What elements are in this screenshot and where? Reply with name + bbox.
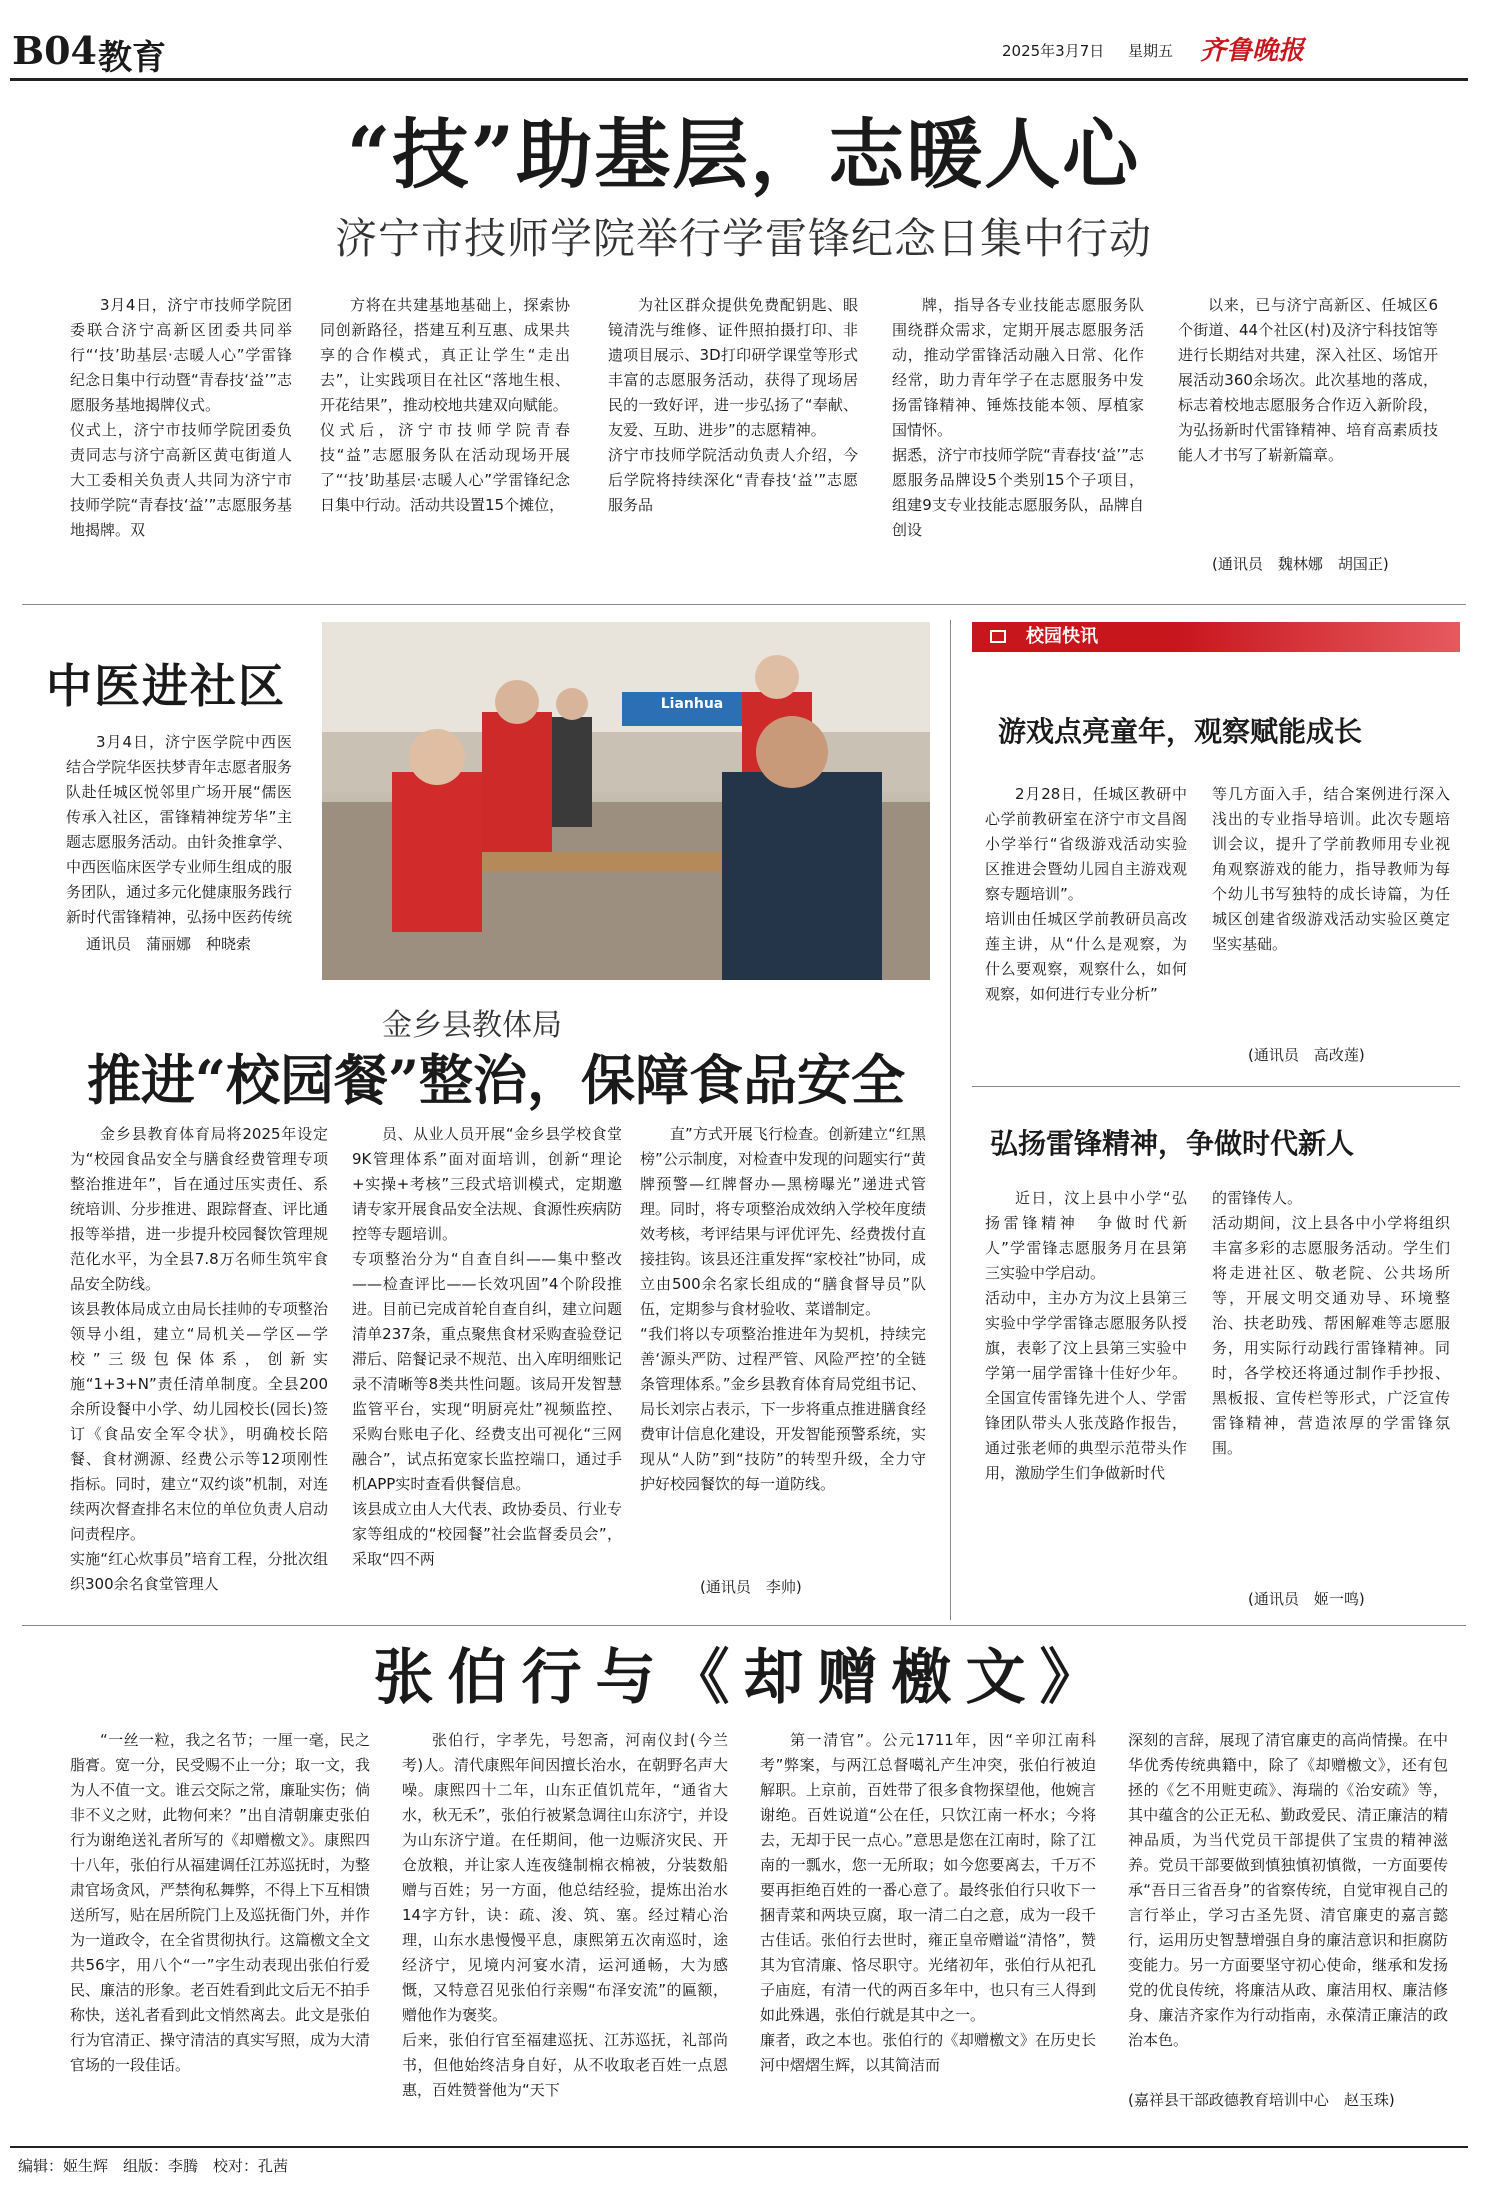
page-code: B04 (12, 28, 97, 73)
essay-col-3: 第一清官”。公元1711年，因“辛卯江南科考”弊案，与两江总督噶礼产生冲突，张伯行被迫解职。上京前，百姓带了很多食物探望他，他婉言谢绝。百姓说道“公在任，只饮江南一杯水；今将去，无却于民一点心。”意思是您在江南时，除了江南的一瓢水，您一无所取；如今您要离去，千万不要再拒绝百姓的一番心意了。最终张伯行只收下一捆青菜和两块豆腐，取一清二白之意，成为一段千古佳话。张伯行去世时，雍正皇帝赠谥“清恪”，赞其为官清廉、恪尽职守。光绪初年，张伯行从祀孔子庙庭，有清一代的两百多年中，也只有三人得到如此殊遇，张伯行就是其中之一。 廉者，政之本也。张伯行的《却赠檄文》在历史长河中熠熠生辉，以其简洁而 (760, 1731, 1096, 2074)
issue-weekday: 星期五 (1128, 42, 1174, 60)
canteen-kicker: 金乡县教体局 (382, 1008, 562, 1043)
photo-sign: Lianhua (660, 696, 724, 712)
lead-col-1: 3月4日，济宁市技师学院团委联合济宁高新区团委共同举行“‘技’助基层·志暖人心”学雷锋纪念日集中行动暨“青春技‘益’”志愿服务基地揭牌仪式。 仪式上，济宁市技师学院团委负责同志与济宁高新区黄屯街道人大工委相关负责人共同为济宁市技师学院“青春技‘益’”志愿服务基地揭牌。双 (70, 296, 292, 539)
volunteer-photo (322, 622, 930, 980)
tcm-headline: 中医进社区 (46, 659, 286, 713)
tcm-byline: 通讯员 蒲丽娜 种晓索 (86, 935, 252, 953)
story2-col-1: 近日，汶上县中小学“弘扬雷锋精神 争做时代新人”学雷锋志愿服务月在县第三实验中学启动。 活动中，主办方为汶上县第三实验中学学雷锋志愿服务队授旗，表彰了汶上县第三实验中学第一届学雷锋十佳好少年。全国宣传雷锋先进个人、学雷锋团队带头人张茂路作报告，通过张老师的典型示范带头作用，激励学生们争做新时代 (985, 1189, 1187, 1482)
essay-col-1: “一丝一粒，我之名节；一厘一毫，民之脂膏。宽一分，民受赐不止一分；取一文，我为人不值一文。谁云交际之常，廉耻实伤；倘非不义之财，此物何来？”出自清朝廉吏张伯行为谢绝送礼者所写的《却赠檄文》。康熙四十八年，张伯行从福建调任江苏巡抚时，为整肃官场贪风，严禁徇私舞弊，不得上下互相馈送所写，贴在居所院门上及巡抚衙门外，并作为一道政令，在全省贯彻执行。这篇檄文全文共56字，用八个“一”字生动表现出张伯行爱民、廉洁的形象。老百姓看到此文后无不拍手称快，送礼者看到此文悄然离去。此文是张伯行为官清正、操守清洁的真实写照，成为大清官场的一段佳话。 (70, 1731, 370, 2074)
section-name: 教育 (98, 38, 166, 78)
campus-tag: 校园快讯 (1026, 626, 1098, 647)
essay-col-2: 张伯行，字孝先，号恕斋，河南仪封(今兰考)人。清代康熙年间因擅长治水，在朝野名声大噪。康熙四十二年，山东正值饥荒年，“通省大水，秋无禾”，张伯行被紧急调往山东济宁，并设为山东济宁道。在任期间，他一边赈济灾民、开仓放粮，并让家人连夜缝制棉衣棉被，分装数船赠与百姓；另一方面，他总结经验，提炼出治水14字方针，诀：疏、浚、筑、塞。经过精心治理，山东水患慢慢平息，康熙第五次南巡时，途经济宁，见境内河宴水清，运河通畅，大为感慨，又特意召见张伯行亲赐“布泽安流”的匾额，赠他作为褒奖。 后来，张伯行官至福建巡抚、江苏巡抚，礼部尚书，但他始终洁身自好，从不收取老百姓一点恩惠，百姓赞誉他为“天下 (402, 1731, 728, 2099)
story1-headline: 游戏点亮童年，观察赋能成长 (998, 715, 1363, 748)
newspaper-logo: 齐鲁晚报 (1200, 36, 1305, 66)
lead-divider (22, 604, 1466, 605)
story1-col-1: 2月28日，任城区教研中心学前教研室在济宁市文昌阁小学举行“省级游戏活动实验区推进会暨幼儿园自主游戏观察专题培训”。 培训由任城区学前教研员高改莲主讲，从“什么是观察，为什么要观察，观察什么，如何观察，如何进行专业分析” (985, 785, 1187, 1003)
lead-col-3: 为社区群众提供免费配钥匙、眼镜清洗与维修、证件照拍摄打印、非遗项目展示、3D打印研学课堂等形式丰富的志愿服务活动，获得了现场居民的一致好评，进一步弘扬了“奉献、友爱、互助、进步”的志愿精神。 济宁市技师学院活动负责人介绍，今后学院将持续深化“青春技‘益’”志愿服务品 (608, 296, 858, 514)
lead-col-5: 以来，已与济宁高新区、任城区6个街道、44个社区(村)及济宁科技馆等进行长期结对共建，深入社区、场馆开展活动360余场次。此次基地的落成，标志着校地志愿服务合作迈入新阶段，为弘扬新时代雷锋精神、培育高素质技能人才书写了崭新篇章。 (1178, 296, 1438, 464)
campus-mid-divider (972, 1086, 1460, 1087)
canteen-headline: 推进“校园餐”整治，保障食品安全 (86, 1048, 906, 1112)
masthead-rule (10, 78, 1468, 81)
story2-headline: 弘扬雷锋精神，争做时代新人 (990, 1127, 1355, 1160)
campus-divider (950, 620, 951, 1620)
story1-byline: (通讯员 高改莲) (1248, 1046, 1365, 1064)
essay-divider (22, 1625, 1466, 1626)
lead-headline: “技”助基层，志暖人心 (346, 110, 1141, 199)
lead-col-2: 方将在共建基地基础上，探索协同创新路径，搭建互利互惠、成果共享的合作模式，真正让学生“走出去”，让实践项目在社区“落地生根、开花结果”，推动校地共建双向赋能。 仪式后，济宁市技师学院青春技“益”志愿服务队在活动现场开展了“‘技’助基层·志暖人心”学雷锋纪念日集中行动。活动共设置15个摊位， (320, 296, 570, 514)
lead-byline: (通讯员 魏林娜 胡国正) (1212, 555, 1389, 573)
photo-illustration (322, 622, 930, 980)
lead-col-4: 牌，指导各专业技能志愿服务队围绕群众需求，定期开展志愿服务活动，推动学雷锋活动融入日常、化作经常，助力青年学子在志愿服务中发扬雷锋精神、锤炼技能本领、厚植家国情怀。 据悉，济宁市技师学院“青春技‘益’”志愿服务品牌设5个类别15个子项目，组建9支专业技能志愿服务队，品牌自创设 (892, 296, 1144, 539)
canteen-col-2: 员、从业人员开展“金乡县学校食堂9K管理体系”面对面培训，创新“理论+实操+考核”三段式培训模式，定期邀请专家开展食品安全法规、食源性疾病防控等专题培训。 专项整治分为“自查自纠——集中整改——检查评比——长效巩固”4个阶段推进。目前已完成首轮自查自纠，建立问题清单237条，重点聚焦食材采购查验登记滞后、陪餐记录不规范、出入库明细账记录不清晰等8类共性问题。该局开发智慧监管平台，实现“明厨亮灶”视频监控、采购台账电子化、经费支出可视化“三网融合”，试点拓宽家长监控端口，通过手机APP实时查看供餐信息。 该县成立由人大代表、政协委员、行业专家等组成的“校园餐”社会监督委员会”，采取“四不两 (352, 1125, 622, 1568)
tcm-body: 3月4日，济宁医学院中西医结合学院华医扶梦青年志愿者服务队赴任城区悦邻里广场开展“儒医传承入社区，雷锋精神绽芳华”主题志愿服务活动。由针灸推拿学、中西医临床医学专业师生组成的服务团队，通过多元化健康服务践行新时代雷锋精神，弘扬中医药传统 (66, 733, 292, 926)
canteen-byline: (通讯员 李帅) (700, 1578, 802, 1596)
essay-headline: 张伯行与《却赠檄文》 (373, 1643, 1114, 1713)
essay-col-4: 深刻的言辞，展现了清官廉吏的高尚情操。在中华优秀传统典籍中，除了《却赠檄文》，还有包拯的《乞不用赃吏疏》、海瑞的《治安疏》等，其中蕴含的公正无私、勤政爱民、清正廉洁的精神品质，为当代党员干部提供了宝贵的精神滋养。党员干部要做到慎独慎初慎微，一方面要传承“吾日三省吾身”的省察传统，自觉审视自己的言行举止，学习古圣先贤、清官廉吏的嘉言懿行，运用历史智慧增强自身的廉洁意识和拒腐防变能力。另一方面要坚守初心使命，继承和发扬党的优良传统，将廉洁从政、廉洁用权、廉洁修身、廉洁齐家作为行动指南，永葆清正廉洁的政治本色。 (1128, 1731, 1448, 2049)
essay-byline: (嘉祥县干部政德教育培训中心 赵玉珠) (1128, 2091, 1395, 2109)
editor-credits: 编辑：姬生辉 组版：李腾 校对：孔茜 (18, 2157, 289, 2175)
footer-rule (10, 2146, 1468, 2148)
story2-byline: (通讯员 姬一鸣) (1248, 1590, 1365, 1608)
canteen-col-3: 直”方式开展飞行检查。创新建立“红黑榜”公示制度，对检查中发现的问题实行“黄牌预警—红牌督办—黑榜曝光”递进式管理。同时，将专项整治成效纳入学校年度绩效考核，考评结果与评优评先、经费拨付直接挂钩。该县还注重发挥“家校社”协同，成立由500余名家长组成的“膳食督导员”队伍，定期参与食材验收、菜谱制定。 “我们将以专项整治推进年为契机，持续完善‘源头严防、过程严管、风险严控’的全链条管理体系。”金乡县教育体育局党组书记、局长刘宗占表示，下一步将重点推进膳食经费审计信息化建设，开发智能预警系统，实现从“人防”到“技防”的转型升级，全力守护好校园餐饮的每一道防线。 (640, 1125, 926, 1493)
issue-date: 2025年3月7日 (1002, 42, 1105, 60)
canteen-col-1: 金乡县教育体育局将2025年设定为“校园食品安全与膳食经费管理专项整治推进年”，旨在通过压实责任、系统培训、分步推进、跟踪督查、评比通报等举措，进一步提升校园餐饮管理规范化水平，为全县7.8万名师生筑牢食品安全防线。 该县教体局成立由局长挂帅的专项整治领导小组，建立“局机关—学区—学校”三级包保体系，创新实施“1+3+N”责任清单制度。全县200余所设餐中小学、幼儿园校长(园长)签订《食品安全军令状》，明确校长陪餐、食材溯源、经费公示等12项刚性指标。同时，建立“双约谈”机制，对连续两次督查排名末位的单位负责人启动问责程序。 实施“红心炊事员”培育工程，分批次组织300余名食堂管理人 (70, 1125, 328, 1593)
story1-col-2: 等几方面入手，结合案例进行深入浅出的专业指导培训。此次专题培训会议，提升了学前教师用专业视角观察游戏的能力，指导教师为每个幼儿书写独特的成长诗篇，为任城区创建省级游戏活动实验区奠定坚实基础。 (1212, 785, 1450, 953)
story2-col-2: 的雷锋传人。 活动期间，汶上县各中小学将组织丰富多彩的志愿服务活动。学生们将走进社区、敬老院、公共场所等，开展文明交通劝导、环境整治、扶老助残、帮困解难等志愿服务，用实际行动践行雷锋精神。同时，各学校还将通过制作手抄报、黑板报、宣传栏等形式，广泛宣传雷锋精神，营造浓厚的学雷锋氛围。 (1212, 1189, 1450, 1457)
campus-tag-icon (990, 630, 1006, 643)
lead-subheadline: 济宁市技师学院举行学雷锋纪念日集中行动 (334, 214, 1152, 263)
